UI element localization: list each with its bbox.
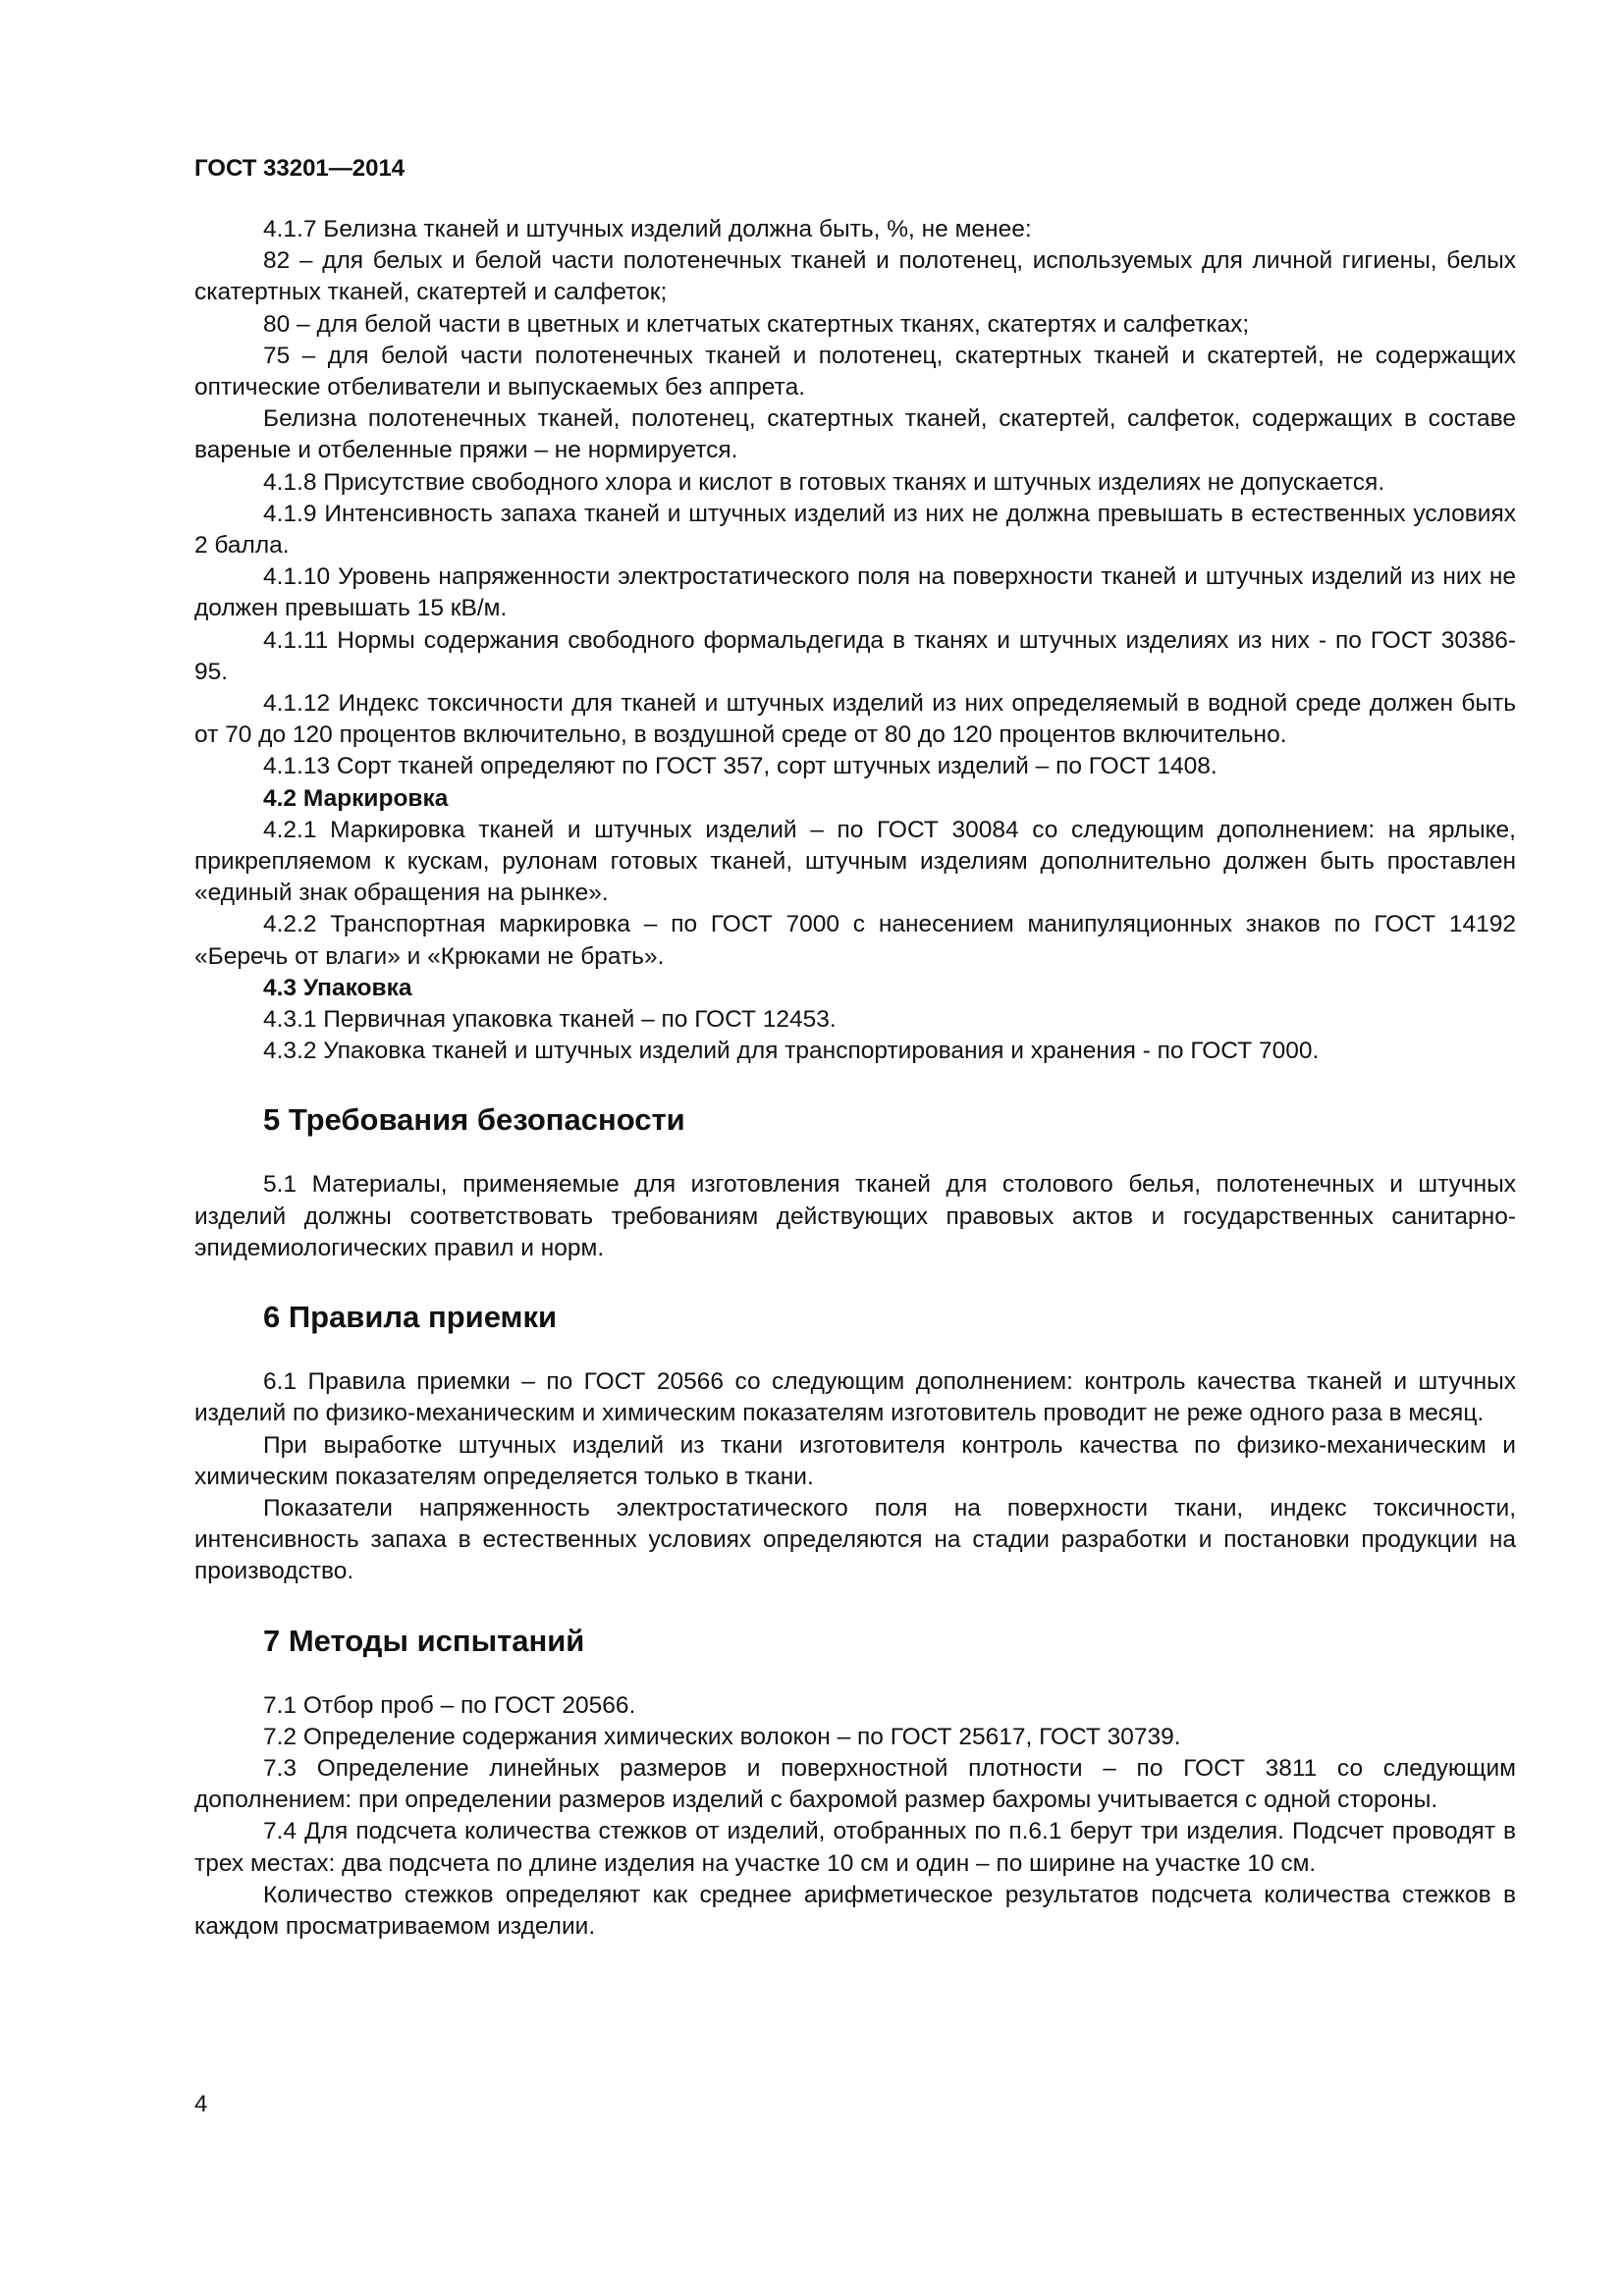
- paragraph: 5.1 Материалы, применяемые для изготовления тканей для столового белья, полотенечных и штучных изделий должны соответствовать требованиям действующих правовых актов и государственных санитарно-эпидемиологических правил и норм.: [194, 1171, 1516, 1261]
- paragraph: 7.4 Для подсчета количества стежков от изделий, отобранных по п.6.1 берут три изделия. Подсчет проводят в трех местах: два подсчета по длине изделия на участке 10 см и один – по ширине на участке 10 см.: [194, 1818, 1516, 1877]
- section-heading: 5 Требования безопасности: [263, 1102, 685, 1138]
- paragraph: 80 – для белой части в цветных и клетчатых скатертных тканях, скатертях и салфетках;: [263, 310, 1250, 338]
- paragraph: 4.1.11 Нормы содержания свободного формальдегида в тканях и штучных изделиях из них - по ГОСТ 30386-95.: [194, 626, 1516, 685]
- paragraph: 4.1.12 Индекс токсичности для тканей и штучных изделий из них определяемый в водной среде должен быть от 70 до 120 процентов включительно, в воздушной среде от 80 до 120 процентов включительно.: [194, 690, 1516, 749]
- paragraph: 7.1 Отбор проб – по ГОСТ 20566.: [263, 1691, 636, 1719]
- subsection-heading: 4.3 Упаковка: [263, 974, 412, 1001]
- paragraph: Белизна полотенечных тканей, полотенец, скатертных тканей, скатертей, салфеток, содержащих в составе вареные и отбеленные пряжи – не нормируется.: [194, 405, 1516, 464]
- section-heading: 6 Правила приемки: [263, 1300, 558, 1335]
- subsection-heading: 4.2 Маркировка: [263, 784, 449, 812]
- section-heading: 7 Методы испытаний: [263, 1623, 585, 1658]
- paragraph: 75 – для белой части полотенечных тканей и полотенец, скатертных тканей и скатертей, не содержащих оптические отбеливатели и выпускаемых без аппрета.: [194, 342, 1516, 401]
- paragraph: 4.1.13 Сорт тканей определяют по ГОСТ 357, сорт штучных изделий – по ГОСТ 1408.: [263, 753, 1217, 780]
- paragraph: 4.2.1 Маркировка тканей и штучных изделий – по ГОСТ 30084 со следующим дополнением: на ярлыке, прикрепляемом к кускам, рулонам готовых тканей, штучным изделиям дополнительно должен быть проставлен «единый знак обращения на рынке».: [194, 816, 1516, 907]
- document-body: [194, 214, 1516, 1943]
- paragraph: 4.1.8 Присутствие свободного хлора и кислот в готовых тканях и штучных изделиях не допускается.: [263, 468, 1385, 496]
- paragraph: 82 – для белых и белой части полотенечных тканей и полотенец, используемых для личной гигиены, белых скатертных тканей, скатертей и салфеток;: [194, 247, 1516, 306]
- paragraph: 4.1.9 Интенсивность запаха тканей и штучных изделий из них не должна превышать в естественных условиях 2 балла.: [194, 500, 1516, 560]
- paragraph: 4.3.1 Первичная упаковка тканей – по ГОСТ 12453.: [263, 1006, 837, 1034]
- paragraph: 4.1.7 Белизна тканей и штучных изделий должна быть, %, не менее:: [263, 216, 1032, 242]
- paragraph: 4.2.2 Транспортная маркировка – по ГОСТ 7000 с нанесением манипуляционных знаков по ГОСТ 14192 «Беречь от влаги» и «Крюками не брать».: [194, 911, 1516, 970]
- paragraph: 6.1 Правила приемки – по ГОСТ 20566 со следующим дополнением: контроль качества тканей и штучных изделий по физико-механическим и химическим показателям изготовитель проводит не реже одного раза в месяц.: [194, 1368, 1516, 1427]
- paragraph: При выработке штучных изделий из ткани изготовителя контроль качества по физико-механическим и химическим показателям определяется только в ткани.: [194, 1431, 1516, 1490]
- paragraph: Показатели напряженность электростатического поля на поверхности ткани, индекс токсичности, интенсивность запаха в естественных условиях определяются на стадии разработки и постановки продукции на производство.: [194, 1494, 1516, 1585]
- paragraph: 7.2 Определение содержания химических волокон – по ГОСТ 25617, ГОСТ 30739.: [263, 1723, 1181, 1750]
- paragraph: Количество стежков определяют как среднее арифметическое результатов подсчета количества стежков в каждом просматриваемом изделии.: [194, 1881, 1516, 1940]
- paragraph: 7.3 Определение линейных размеров и поверхностной плотности – по ГОСТ 3811 со следующим дополнением: при определении размеров изделий с бахромой размер бахромы учитывается с одной стороны.: [194, 1754, 1516, 1814]
- standard-code-header: ГОСТ 33201—2014: [194, 155, 406, 182]
- page-number: 4: [194, 2091, 208, 2117]
- paragraph: 4.1.10 Уровень напряженности электростатического поля на поверхности тканей и штучных изделий из них не должен превышать 15 кВ/м.: [194, 563, 1516, 622]
- paragraph: 4.3.2 Упаковка тканей и штучных изделий для транспортирования и хранения - по ГОСТ 7000.: [263, 1038, 1320, 1065]
